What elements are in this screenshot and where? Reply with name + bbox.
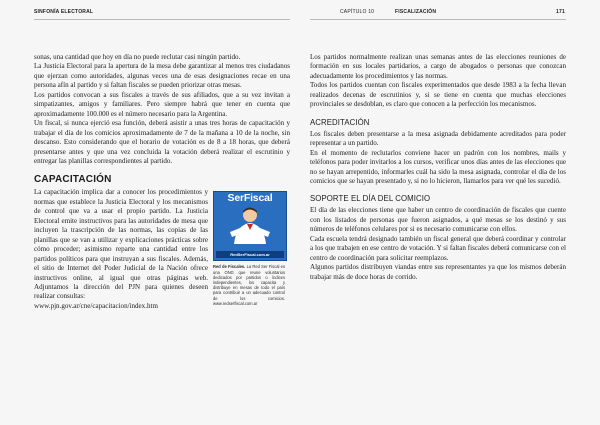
paragraph: Cada escuela tendrá designado también un fiscal general que deberá coordinar y controlar a los que trabajen en ese centro de votación. Y si faltan fiscales deberá comunicarse con el centro de coordinación para solicitar reemplazos. [310,234,566,262]
right-column [310,53,566,282]
header-rule-left [34,19,290,20]
person-figure-icon [226,206,274,244]
pjn-url: www.pjn.gov.ar/cne/capacitacion/index.htm [34,301,158,310]
figure-caption [213,264,285,306]
paragraph: Los partidos convocan a sus fiscales a través de sus afiliados, que a su vez invitan a simpatizantes, amigos y familiares. Pero siempre habrá que tener en cuenta que aproximadamente 100.000 es el número necesario para la Argentina. [34,90,290,118]
soporte-heading: SOPORTE EL DÍA DEL COMICIO [310,194,431,204]
paragraph: sonas, una cantidad que hoy en día no puede reclutar casi ningún partido. [34,53,241,61]
paragraph: Un fiscal, si nunca ejerció esa función, deberá asistir a unas tres horas de capacitación y trabajar el día de los comicios aproximadamente de 7 de la mañana a 10 de la noche, sin descanso. Esto considerando que el horario de votación es de 8 a 18 horas, que deberá presentarse antes y que una vez concluida la votación deberá realizar el escrutinio y entregar las planillas correspondientes al partido. [34,119,290,165]
acreditacion-heading: ACREDITACIÓN [310,117,370,127]
running-header-book-title: SINFONÍA ELECTORAL [34,9,94,15]
running-header-chapter: CAPÍTULO 10 [340,9,375,15]
paragraph: Todos los partidos cuentan con fiscales experimentados que desde 1983 a la fecha llevan realizados decenas de escrutinios y, si se tiene en cuenta que muchas elecciones provinciales se desdoblan, es claro que conocen a la perfección los mecanismos. [310,81,566,109]
running-header-section: FISCALIZACIÓN [395,9,437,15]
red-ser-fiscal-figure [213,191,290,306]
paragraph: Los fiscales deben presentarse a la mesa asignada debidamente acreditados para poder representar a un partido. [310,129,566,148]
logo-url: RedSerFiscal.com.ar [216,251,284,258]
caption-title: Red de Fiscales. [213,264,246,270]
paragraph: El día de las elecciones tiene que haber un centro de coordinación de fiscales que cuente con los listados de personas que fueron asignados, a qué mesas se los destinó y sus números de teléfonos celulares por si es necesario comunicarse con ellos. [310,206,566,234]
paragraph: Los partidos normalmente realizan unas semanas antes de las elecciones reuniones de formación en sus locales partidarios, a cargo de abogados o personas que conozcan adecuadamente los procedimientos y las normas. [310,53,566,80]
paragraph: Algunos partidos distribuyen viandas entre sus representantes ya que los mismos deberán trabajar más de doce horas de corrido. [310,263,566,281]
capacitacion-heading: CAPACITACIÓN [34,174,112,186]
logo-wordmark: SerFiscal [227,192,273,205]
header-rule-right [310,19,566,20]
left-column [34,53,290,311]
caption-body: La Red Ser Fiscal es una ONG que reune voluntarios dedicados por partidos o índices independientes, los capacita y distribuye en mesas de todo el país para contribuir a un adecuado control de los comicios. www.redserfiscal.com.ar [213,264,285,306]
paragraph: La Justicia Electoral para la apertura de la mesa debe garantizar al menos tres ciudadanos que ejerzan como autoridades, algunas veces una de esas designaciones recae en una persona afín al partido y si faltan fiscales se pueden priorizar otras mesas. [34,62,290,90]
paragraph: En el momento de reclutarlos conviene hacer un padrón con los nombres, mails y teléfonos para poder invitarlos a los cursos, verificar unos días antes de las elecciones que no se hayan arrepentido, informarles cuál ha sido la mesa asignada, controlar el día de los comicios que se hayan presentado y, si no lo hicieron, llamarlos para ver qué les sucedió. [310,148,566,185]
ser-fiscal-logo [213,191,287,261]
page-number: 171 [556,9,565,15]
capacitacion-paragraph: La capacitación implica dar a conocer los procedimientos y normas que establece la Justicia Electoral y los mecanismos de control que va a usar el propio partido. La Justicia Electoral emite instructivos para las autoridades de mesa que incluyen la trascripción de las normas, las copias de las planillas que se van a utilizar y explicaciones prácticas sobre cómo proceder; asimismo reparte una cantidad entre los partidos políticos para que instruyan a sus fiscales. Además, el sitio de Internet del Poder Judicial de la Nación ofrece instructivos online, al igual que otras páginas web. Adjuntamos la dirección del PJN para quienes deseen realizar consultas: [34,188,208,301]
